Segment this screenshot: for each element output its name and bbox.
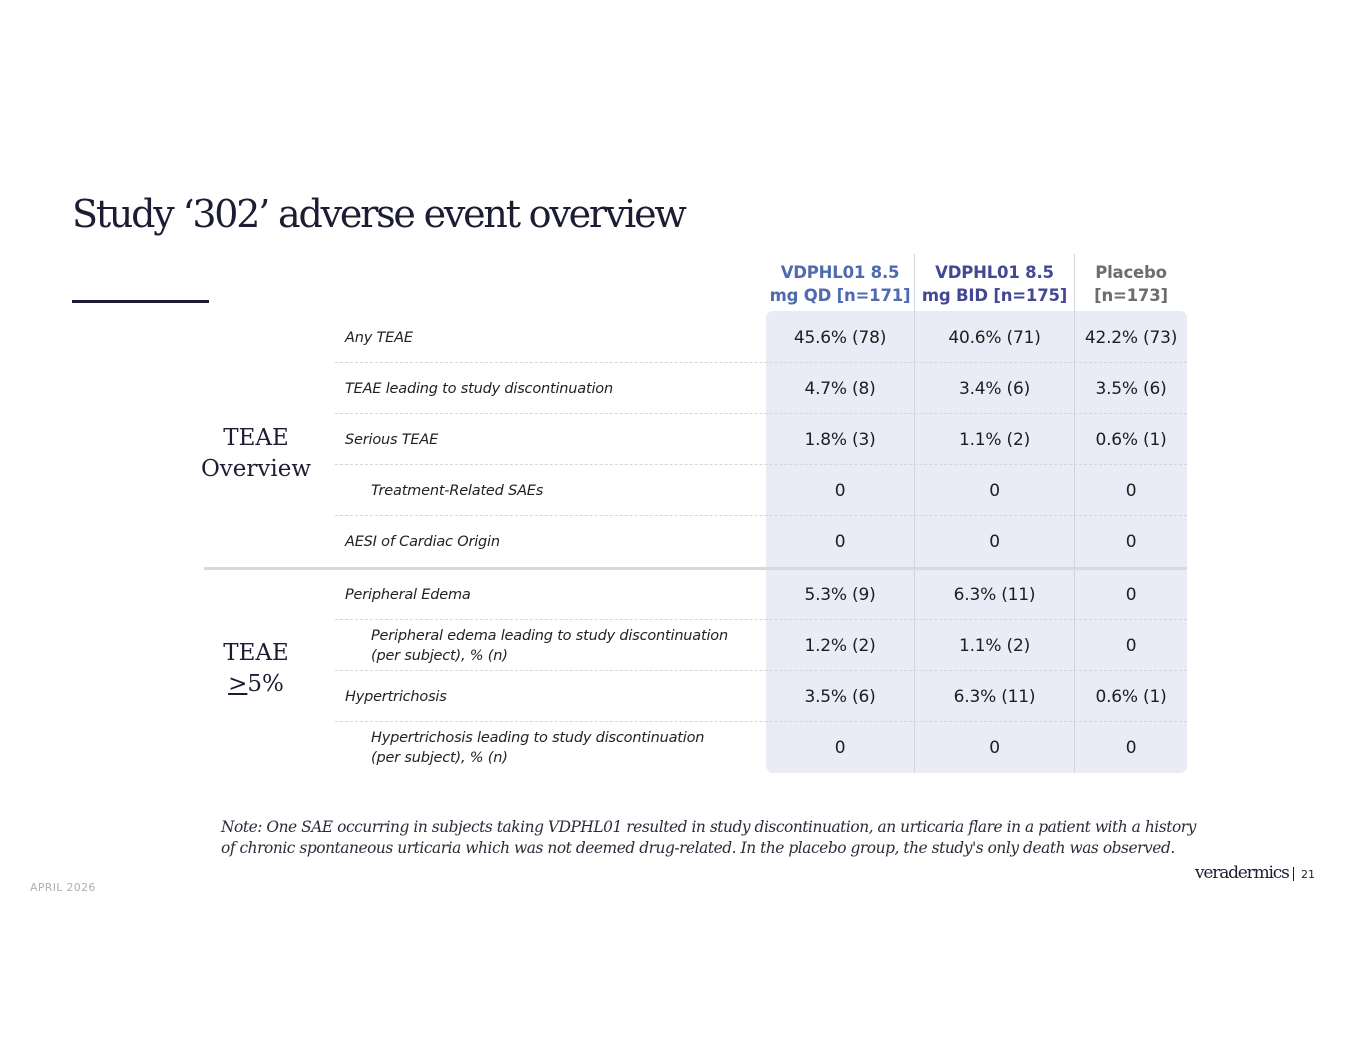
- row-label-line2: (per subject), % (n): [371, 749, 508, 766]
- row-label: [371, 620, 761, 671]
- table-cell: 0: [1125, 584, 1137, 605]
- column-header-qd-line2: mg QD [n=171]: [769, 286, 911, 305]
- column-header-bid-line1: VDPHL01 8.5: [935, 263, 1054, 282]
- group-label-teae-5pct: [200, 638, 312, 700]
- table-cell: 1.2% (2): [804, 635, 876, 656]
- table-row: [335, 414, 1187, 465]
- greater-equal-symbol: >: [228, 671, 248, 697]
- table-cell: 0: [1125, 480, 1137, 501]
- table-cell: 0: [834, 480, 846, 501]
- table-cell: 6.3% (11): [953, 584, 1036, 605]
- page-title: Study ‘302’ adverse event overview: [72, 192, 685, 236]
- table-cell: 1.1% (2): [958, 429, 1031, 450]
- page-separator: [1293, 867, 1294, 881]
- page-number: 21: [1301, 868, 1315, 881]
- column-header-placebo-line2: [n=173]: [1094, 286, 1168, 305]
- column-header-qd: [766, 258, 914, 310]
- row-label: Peripheral Edema: [345, 586, 471, 603]
- brand-logo: veradermics: [1195, 863, 1289, 883]
- table-cell: 6.3% (11): [953, 686, 1036, 707]
- title-underline: [72, 300, 209, 303]
- table-cell: 3.5% (6): [1095, 378, 1167, 399]
- footnote-label: Note:: [221, 818, 262, 836]
- table-row: [335, 516, 1187, 567]
- row-label: AESI of Cardiac Origin: [345, 533, 500, 550]
- table-cell: 3.5% (6): [804, 686, 876, 707]
- column-header-bid: [915, 258, 1074, 310]
- table-cell: 42.2% (73): [1084, 327, 1178, 348]
- table-row: [335, 312, 1187, 363]
- table-row: [335, 465, 1187, 516]
- table-cell: 1.1% (2): [958, 635, 1031, 656]
- group-label-line1: TEAE: [223, 640, 289, 666]
- column-header-qd-line1: VDPHL01 8.5: [780, 263, 900, 282]
- footer-date: APRIL 2026: [30, 881, 96, 894]
- table-cell: 0: [989, 480, 1000, 501]
- row-label: Hypertrichosis: [345, 688, 447, 705]
- table-row: [335, 569, 1187, 620]
- group-label-line2: [200, 669, 312, 700]
- table-cell: 0: [1125, 737, 1137, 758]
- row-label: Treatment-Related SAEs: [371, 482, 544, 499]
- footnote: [221, 817, 1201, 858]
- row-label: Any TEAE: [345, 329, 413, 346]
- group-label-line1: TEAE: [223, 425, 289, 451]
- table-cell: 45.6% (78): [793, 327, 887, 348]
- table-cell: 0: [989, 737, 1000, 758]
- footnote-text: One SAE occurring in subjects taking VDPHL01 resulted in study discontinuation, an urticaria flare in a patient with a history of chronic spontaneous urticaria which was not deemed drug-related. In the placebo group, the study's only death was observed.: [221, 818, 1196, 857]
- table-cell: 0: [1125, 635, 1137, 656]
- table-cell: 4.7% (8): [804, 378, 876, 399]
- table-row: [335, 671, 1187, 722]
- table-cell: 0: [834, 531, 846, 552]
- table-cell: 0: [834, 737, 846, 758]
- table-cell: 1.8% (3): [804, 429, 876, 450]
- row-label: TEAE leading to study discontinuation: [345, 380, 613, 397]
- column-header-placebo: [1075, 258, 1187, 310]
- table-cell: 40.6% (71): [948, 327, 1041, 348]
- row-label-line1: Peripheral edema leading to study discontinuation: [371, 627, 728, 644]
- table-cell: 0: [989, 531, 1000, 552]
- row-label-line2: (per subject), % (n): [371, 647, 508, 664]
- row-label: Serious TEAE: [345, 431, 439, 448]
- table-cell: 3.4% (6): [958, 378, 1031, 399]
- column-header-bid-line2: mg BID [n=175]: [921, 286, 1068, 305]
- group-label-line2: Overview: [200, 456, 312, 482]
- table-cell: 0.6% (1): [1095, 429, 1167, 450]
- group-label-threshold: 5%: [247, 671, 284, 697]
- table-cell: 0: [1125, 531, 1137, 552]
- table-row: [335, 363, 1187, 414]
- row-label-line1: Hypertrichosis leading to study discontinuation: [371, 729, 705, 746]
- column-header-placebo-line1: Placebo: [1095, 263, 1167, 282]
- table-cell: 0.6% (1): [1095, 686, 1167, 707]
- group-label-teae-overview: [200, 423, 312, 485]
- table-row: [335, 620, 1187, 671]
- table-cell: 5.3% (9): [804, 584, 876, 605]
- row-label: [371, 722, 761, 773]
- table-row: [335, 722, 1187, 773]
